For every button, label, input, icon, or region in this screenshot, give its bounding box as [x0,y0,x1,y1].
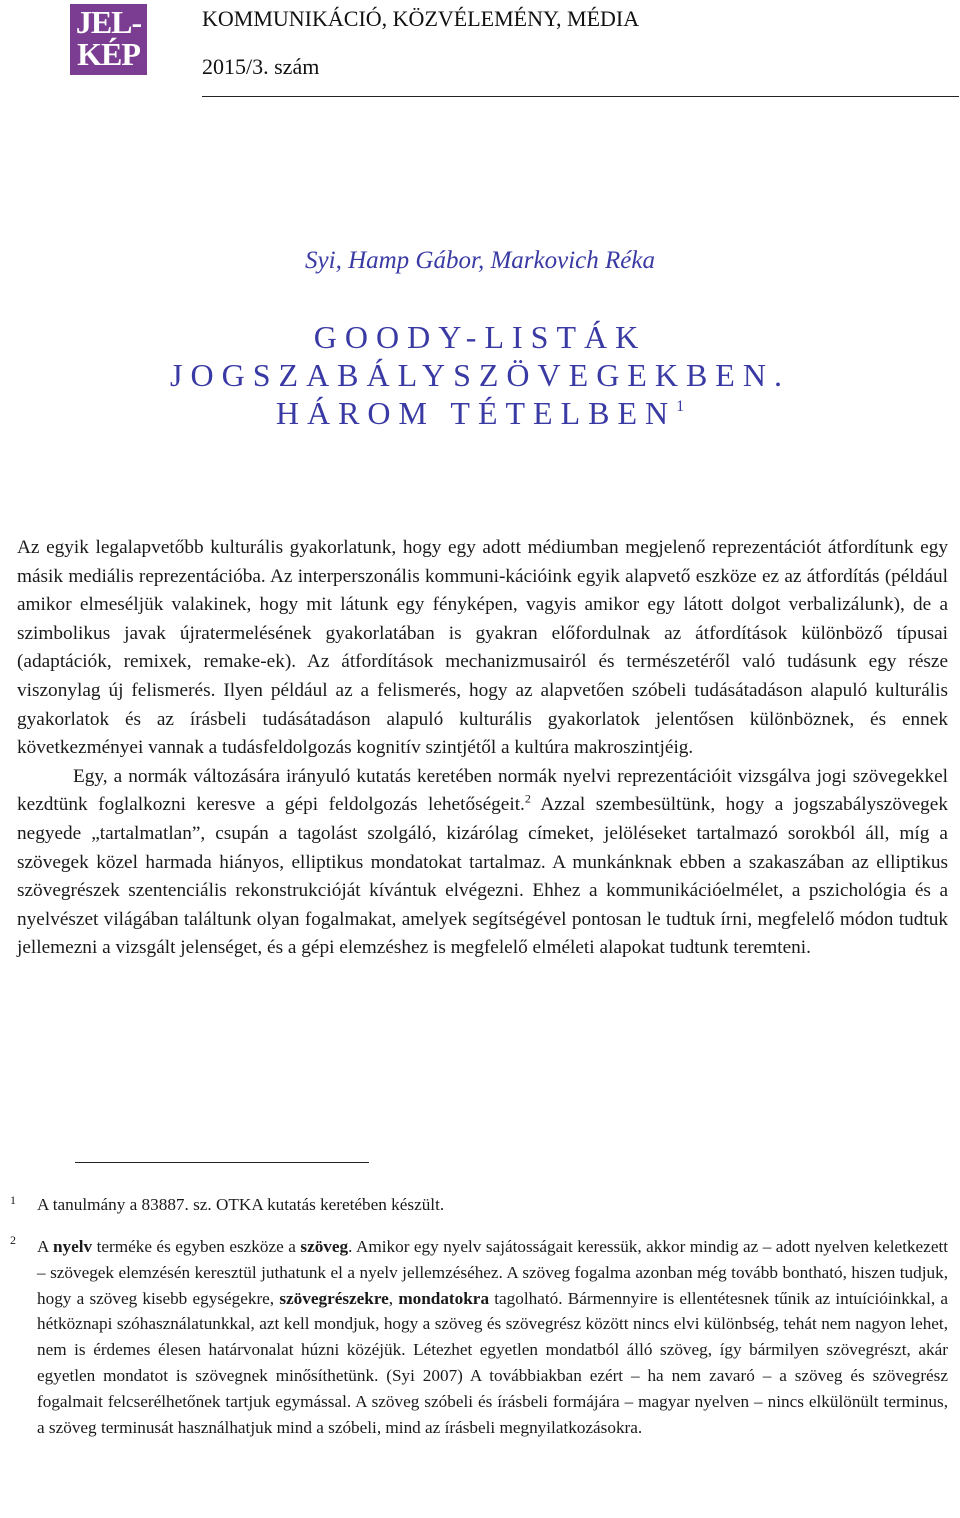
footnote-1 [10,1192,948,1218]
logo-line-2: KÉP [77,36,140,72]
footnote-1-number: 1 [10,1193,16,1207]
body-paragraph-1: Az egyik legalapvetőbb kulturális gyakorlatunk, hogy egy adott médiumban megjelenő reprezentációt átfordítunk egy másik mediális reprezentációba. Az interperszonális kommuni-kációink egyik alapvető eszköze ez az átfordítás (például amikor elmeséljük valakinek, hogy mit látunk egy fényképen, vagyis amikor egy látott dolgot verbalizálunk), de a szimbolikus javak újratermelésének gyakorlatában is gyakran előfordulnak az átfordítások különböző típusai (adaptációk, remixek, remake-ek). Az átfordítások mechanizmusairól és természetéről való tudásunk egy része viszonylag új felismerés. Ilyen például az a felismerés, hogy az alapvetően szóbeli tudásátadáson alapuló kulturális gyakorlatok és az írásbeli tudásátadáson alapuló kulturális gyakorlatok jelentősen különböznek, és ennek következményei vannak a tudásfeldolgozás kognitív szintjétől a kultúra makroszintjéig. [17,537,948,759]
footnote-2-text-f: tagolható. Bármennyire is ellentétesnek tűnik az intuícióinkkal, a hétköznapi szóhasználatunkkal, azt kell mondjuk, hogy a szöveg és szövegrész között nincs elvi különbség, tehát nem nagyon lehet, nem is érdemes élesen határvonalat húzni közéjük. Létezhet egyetlen mondatból álló szöveg, így bármilyen szövegrészt, akár egyetlen mondatot is szövegnek minősíthetünk. (Syi 2007) A továbbiakban ezért – ha nem zavaró – a szöveg és szövegrész fogalmait felcserélhetőnek tartjuk egymással. A szöveg szóbeli és írásbeli formájára – magyar nyelven – nincs elkülönült terminus, a szöveg terminusát használhatjuk mind a szóbeli, mind az írásbeli megnyilatkozásokra. [37,1288,948,1437]
header-divider [202,96,959,97]
title-line-2: JOGSZABÁLYSZÖVEGEKBEN. [170,357,790,393]
footnote-ref-2[interactable]: 2 [524,791,531,806]
body-paragraph-2 [17,763,948,963]
title-line-1: GOODY-LISTÁK [313,319,647,355]
footnote-2 [10,1233,948,1440]
footnote-2-text-c: terméke és egyben eszköze a [92,1237,301,1256]
footnote-2-text-e: , [388,1288,399,1308]
footnote-divider [75,1162,369,1163]
title-footnote-ref[interactable]: 1 [676,398,685,415]
footnote-2-text-a: A [37,1237,53,1256]
article-authors: Syi, Hamp Gábor, Markovich Réka [305,247,655,274]
footnote-2-bold-szovegreszekre: szövegrészekre [279,1288,389,1308]
footnote-2-number: 2 [10,1233,16,1247]
logo-line-1: JEL- [75,4,142,40]
footnote-2-bold-nyelv: nyelv [52,1237,93,1256]
footnote-2-bold-mondatokra: mondatokra [398,1288,490,1308]
footnote-1-text: A tanulmány a 83887. sz. OTKA kutatás keretében készült. [37,1195,445,1214]
article-body [17,534,948,963]
article-title [0,318,960,432]
journal-name: KOMMUNIKÁCIÓ, KÖZVÉLEMÉNY, MÉDIA [202,6,640,31]
footnote-2-text-d: . Amikor egy nyelv sajátosságait keressük, akkor mindig az – adott nyelven keletkezett – szövegek elemzésén keresztül juthatunk el a nyelv jellemzéséhez. A szöveg fogalma azonban még tovább bontható, hiszen tudjuk, hogy a szöveg kisebb egységekre, [37,1237,948,1308]
footnote-2-bold-szoveg: szöveg [300,1237,349,1256]
title-line-3 [0,394,960,432]
title-line-3-text: HÁROM TÉTELBEN [275,395,677,431]
paragraph-2-part-b: Azzal szembesültünk, hogy a jogszabályszövegek negyede „tartalmatlan”, csupán a tagolást szolgáló, kizárólag címeket, jelöléseket tartalmazó sorokból áll, míg a szövegek közel harmada hiányos, elliptikus mondatokat tartalmaz. A munkánknak ebben a szakaszában az elliptikus szövegrészek szentenciális rekonstrukcióját kívántuk elvégezni. Ehhez a kommunikációelmélet, a pszichológia és a nyelvészet világában találtunk olyan fogalmakat, amelyek segítségével pontosan le tudtuk írni, megfelelő módon tudtuk jellemezni a vizsgált jelenséget, és a gépi elemzéshez is megfelelő elméleti alapokat tudtunk teremteni. [17,794,948,959]
issue-number: 2015/3. szám [202,54,320,79]
journal-logo [70,4,147,75]
paragraph-2-part-a: Egy, a normák változására irányuló kutatás keretében normák nyelvi reprezentációit vizsgálva jogi szövegekkel kezdtünk foglalkozni keresve a gépi feldolgozás lehetőségeit. [17,765,948,816]
